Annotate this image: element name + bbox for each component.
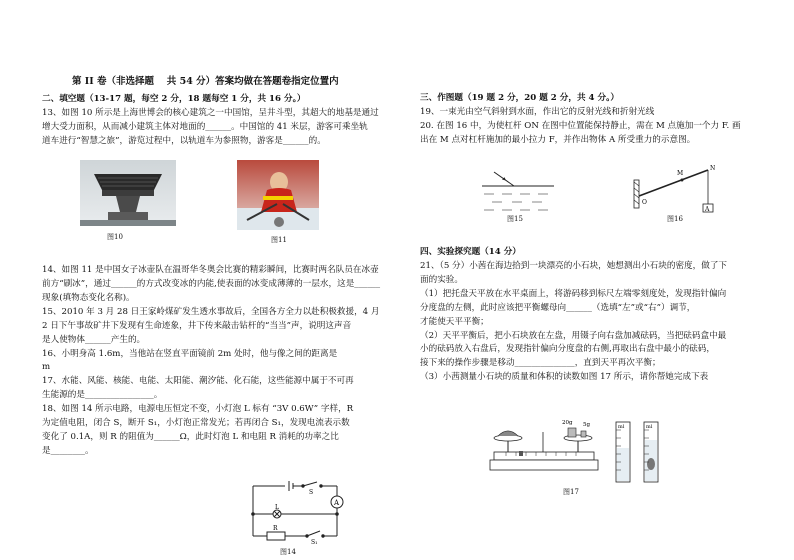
figure-17-diagram [486,418,666,486]
weight-5g-label: 5g [583,422,591,428]
figure-15-diagram [478,168,558,216]
section-fill-in-title: 二、填空题（13-17 题，每空 2 分，18 题每空 1 分，共 16 分。） [42,94,306,104]
left-column [42,93,382,149]
figure-16-diagram [632,162,722,216]
question-19: 19、一束光由空气斜射到水面，作出它的反射光线和折射光线 [420,106,655,117]
figure-11-image [237,160,319,230]
lever-m-label: M [677,170,684,177]
figure-16-caption: 图16 [667,215,683,223]
section-experiment-title: 四、实验探究题（14 分） [420,247,521,257]
question-13: 13、如图 10 所示是上海世博会的核心建筑之一中国馆，呈井斗型，其超大的地基是通过 增大受力面积，从而减小建筑主体对地面的______。中国馆的 41 米层，游客可乘坐轨 道车进行“智慧之旅”，游览过程中，以轨道车为参照物，游客是______的。 [42,107,379,146]
lever-n-label: N [710,165,716,172]
question-20: 20. 在图 16 中，为使杠杆 ON 在图中位置能保持静止，需在 M 点施加一个力 F. 画 出在 M 点对杠杆施加的最小拉力 F，并作出物体 A 所受重力的示意图。 [420,120,741,145]
figure-10-image [80,160,176,226]
figure-15-caption: 图15 [507,215,523,223]
section-drawing-title: 三、作图题（19 题 2 分，20 题 2 分，共 4 分。） [420,93,619,103]
lever-o-label: O [642,199,647,206]
question-15: 15、2010 年 3 月 28 日王家岭煤矿发生透水事故后，全国各方全力以赴积极救援，4 月 2 日下午事故矿井下发现有生命迹象，井下传来敲击钻杆的“当当”声，说明这声音 是人使物体______产生的。 [42,306,380,345]
question-21: 21、（5 分）小茜在海边拾到一块漂亮的小石块，她想测出小石块的密度，做了下 面的实验。 [420,260,728,285]
ammeter-label: A [334,499,340,507]
object-a-label: A [705,206,710,213]
cylinder-1-unit: ml [618,424,625,430]
figure-14-circuit [245,478,360,546]
figure-14-caption: 图14 [280,548,296,556]
question-16: 16、小明身高 1.6m，当他站在竖直平面镜前 2m 处时，他与像之间的距离是 m [42,348,338,373]
right-column [420,92,780,148]
question-21-part-2: （2）天平平衡后，把小石块放在左盘，用镊子向右盘加减砝码，当把砝码盒中最 小的砝码放入右盘后，发现指针偏向分度盘的右侧,再取出右盘中最小的砝码， 接下来的操作步骤是移动______________，直到天平再次平衡； [420,330,727,369]
cylinder-2-unit: ml [646,424,653,430]
question-21-part-3: （3）小茜测量小石块的质量和体积的读数如图 17 所示，请你帮她完成下表 [420,372,709,383]
figure-17-caption: 图17 [563,488,579,496]
weight-20g-label: 20g [562,420,573,426]
figure-10-caption: 图10 [107,233,123,241]
question-18: 18、如图 14 所示电路，电源电压恒定不变，小灯泡 L 标有 “3V 0.6W” 字样，R 为定值电阻，闭合 S，断开 S₁，小灯泡正常发光；若再闭合 S₁，发现电流表示数 变化了 0.1A，则 R 的阻值为______Ω，此时灯泡 L 和电阻 R 消耗的功率之比 是________。 [42,404,354,456]
lamp-l-label: L [275,504,279,511]
paper-section-header: 第 II 卷（非选择题 共 54 分）答案均做在答题卷指定位置内 [72,76,339,87]
switch-s1-label: S₁ [311,539,318,546]
question-14: 14、如图 11 是中国女子冰壶队在温哥华冬奥会比赛的精彩瞬间，比赛时两名队员在冰壶 前方“刷冰”，通过______的方式改变冰的内能,使表面的冰变成薄薄的一层水，这是______ 现象(填物态变化名称)。 [42,265,381,303]
question-21-part-1: （1）把托盘天平放在水平桌面上，将游码移到标尺左端零刻度处，发现指针偏向 分度盘的左侧，此时应该把平衡螺母向______（选填“左”或“右”）调节， 才能使天平平衡； [420,288,727,327]
figure-11-caption: 图11 [271,236,287,244]
resistor-r-label: R [273,525,278,532]
question-17: 17、水能、风能、核能、电能、太阳能、潮汐能、化石能，这些能源中属于不可再 生能源的是________________。 [42,376,354,401]
left-column-lower [42,264,382,459]
right-column-lower [420,246,780,385]
switch-s-label: S [309,489,314,496]
